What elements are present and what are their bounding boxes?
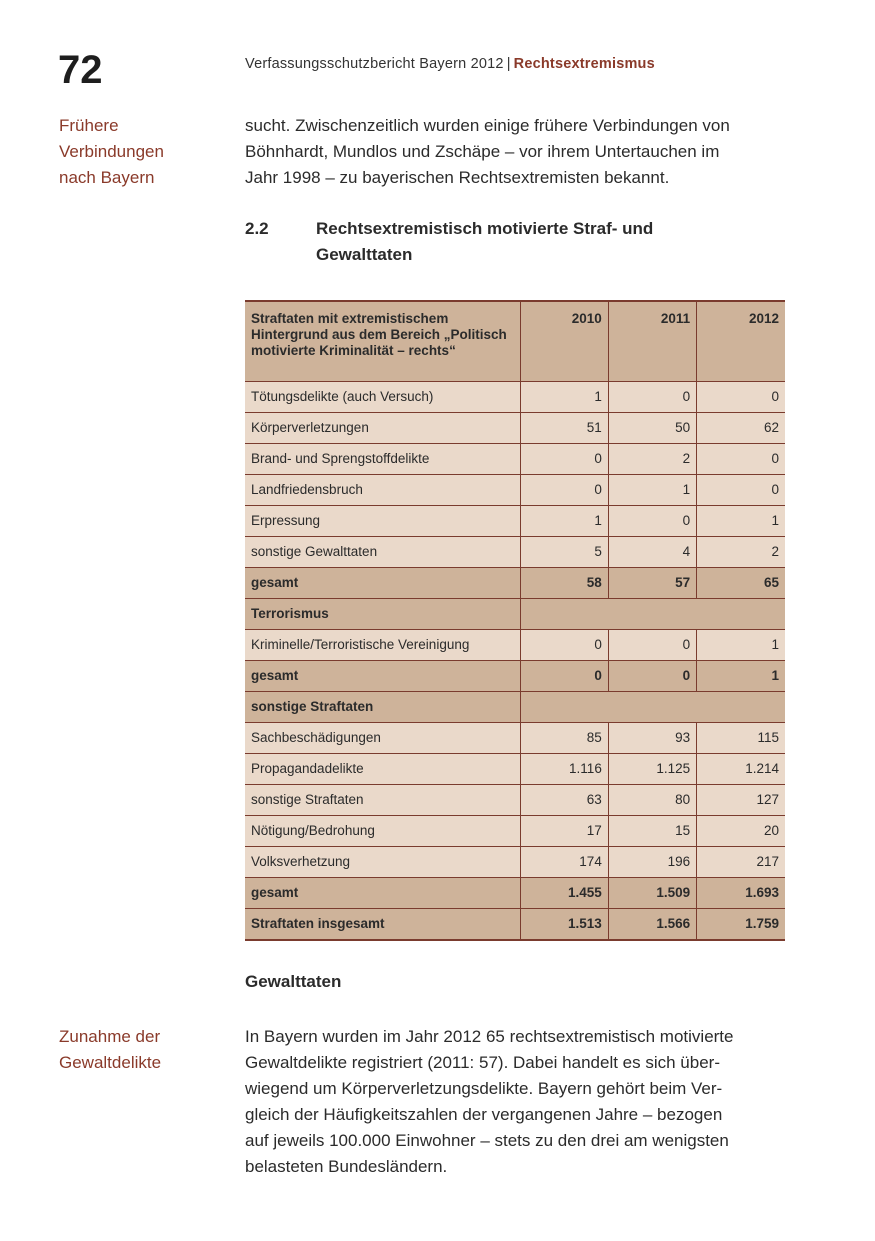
- row-label-cell: Sachbeschädigungen: [245, 722, 520, 753]
- row-label-cell: Straftaten insgesamt: [245, 908, 520, 940]
- table-row: [245, 722, 785, 753]
- intro-paragraph: [245, 113, 785, 191]
- value-cell: 50: [608, 412, 696, 443]
- value-cell: 0: [697, 474, 785, 505]
- section-empty-cell: [520, 598, 785, 629]
- row-label-cell: gesamt: [245, 567, 520, 598]
- value-cell: 17: [520, 815, 608, 846]
- running-head-separator: |: [506, 56, 511, 72]
- margin-note-line: nach Bayern: [59, 168, 155, 187]
- row-label-cell: sonstige Gewalttaten: [245, 536, 520, 567]
- row-label-cell: Landfriedensbruch: [245, 474, 520, 505]
- paragraph-line: auf jeweils 100.000 Einwohner – stets zu den drei am wenigsten: [245, 1131, 729, 1150]
- margin-note-line: Gewaltdelikte: [59, 1053, 162, 1072]
- value-cell: 1.566: [608, 908, 696, 940]
- value-cell: 4: [608, 536, 696, 567]
- value-cell: 1.759: [697, 908, 785, 940]
- running-title: Verfassungsschutzbericht Bayern 2012: [245, 56, 504, 72]
- margin-note-increase: [59, 1024, 229, 1076]
- value-cell: 5: [520, 536, 608, 567]
- table-row: [245, 536, 785, 567]
- table-row: [245, 815, 785, 846]
- row-label-cell: gesamt: [245, 660, 520, 691]
- paragraph-line: In Bayern wurden im Jahr 2012 65 rechtsextremistisch motivierte: [245, 1027, 734, 1046]
- value-cell: 85: [520, 722, 608, 753]
- margin-note-line: Zunahme der: [59, 1027, 161, 1046]
- table-row: [245, 846, 785, 877]
- crime-statistics-table: [245, 300, 785, 941]
- value-cell: 1.509: [608, 877, 696, 908]
- table-header-year: 2010: [520, 301, 608, 381]
- value-cell: 0: [608, 660, 696, 691]
- margin-note-earlier-connections: [59, 113, 229, 191]
- value-cell: 1: [697, 629, 785, 660]
- value-cell: 1: [608, 474, 696, 505]
- value-cell: 1: [520, 505, 608, 536]
- value-cell: 2: [608, 443, 696, 474]
- value-cell: 127: [697, 784, 785, 815]
- table-row: [245, 505, 785, 536]
- value-cell: 0: [697, 443, 785, 474]
- table-row: [245, 784, 785, 815]
- value-cell: 1.116: [520, 753, 608, 784]
- value-cell: 1.125: [608, 753, 696, 784]
- paragraph-line: sucht. Zwischenzeitlich wurden einige frühere Verbindungen von: [245, 116, 730, 135]
- table-row: [245, 443, 785, 474]
- running-head-chapter: Rechtsextremismus: [513, 56, 655, 72]
- value-cell: 115: [697, 722, 785, 753]
- row-label-cell: Kriminelle/Terroristische Vereinigung: [245, 629, 520, 660]
- value-cell: 0: [608, 505, 696, 536]
- table-total-row: [245, 660, 785, 691]
- paragraph-line: Gewaltdelikte registriert (2011: 57). Dabei handelt es sich über-: [245, 1053, 720, 1072]
- value-cell: 174: [520, 846, 608, 877]
- page-number: 72: [58, 48, 103, 92]
- value-cell: 20: [697, 815, 785, 846]
- value-cell: 0: [520, 474, 608, 505]
- table-row: [245, 412, 785, 443]
- value-cell: 15: [608, 815, 696, 846]
- value-cell: 1.693: [697, 877, 785, 908]
- value-cell: 62: [697, 412, 785, 443]
- table-section-row: [245, 691, 785, 722]
- paragraph-line: Böhnhardt, Mundlos und Zschäpe – vor ihrem Untertauchen im: [245, 142, 720, 161]
- table-header-year: 2011: [608, 301, 696, 381]
- value-cell: 1.214: [697, 753, 785, 784]
- value-cell: 58: [520, 567, 608, 598]
- paragraph-line: Jahr 1998 – zu bayerischen Rechtsextremisten bekannt.: [245, 168, 670, 187]
- section-title: Rechtsextremistisch motivierte Straf- und Gewalttaten: [316, 219, 654, 264]
- table-row: [245, 474, 785, 505]
- margin-note-line: Frühere: [59, 116, 119, 135]
- value-cell: 1: [697, 505, 785, 536]
- section-label-cell: sonstige Straftaten: [245, 691, 520, 722]
- section-label-cell: Terrorismus: [245, 598, 520, 629]
- value-cell: 0: [608, 629, 696, 660]
- table-header-label: Straftaten mit extremistischem Hintergrund aus dem Bereich „Politisch motivierte Kriminalität – rechts“: [245, 301, 520, 381]
- value-cell: 0: [520, 629, 608, 660]
- table-row: [245, 629, 785, 660]
- row-label-cell: sonstige Straftaten: [245, 784, 520, 815]
- value-cell: 196: [608, 846, 696, 877]
- section-empty-cell: [520, 691, 785, 722]
- table-header-row: [245, 301, 785, 381]
- table-total-row: [245, 877, 785, 908]
- value-cell: 93: [608, 722, 696, 753]
- value-cell: 80: [608, 784, 696, 815]
- subheading-violent-crimes: Gewalttaten: [245, 972, 342, 991]
- paragraph-line: belasteten Bundesländern.: [245, 1157, 448, 1176]
- value-cell: 63: [520, 784, 608, 815]
- value-cell: 217: [697, 846, 785, 877]
- margin-note-line: Verbindungen: [59, 142, 164, 161]
- table-header-year: 2012: [697, 301, 785, 381]
- running-head: [245, 56, 655, 72]
- value-cell: 0: [608, 381, 696, 412]
- paragraph-line: wiegend um Körperverletzungsdelikte. Bayern gehört beim Ver-: [245, 1079, 723, 1098]
- table-total-row: [245, 908, 785, 940]
- value-cell: 65: [697, 567, 785, 598]
- value-cell: 0: [697, 381, 785, 412]
- row-label-cell: Volksverhetzung: [245, 846, 520, 877]
- value-cell: 1: [520, 381, 608, 412]
- paragraph-line: gleich der Häufigkeitszahlen der vergangenen Jahre – bezogen: [245, 1105, 723, 1124]
- table-body: [245, 381, 785, 940]
- table-total-row: [245, 567, 785, 598]
- value-cell: 1: [697, 660, 785, 691]
- row-label-cell: gesamt: [245, 877, 520, 908]
- value-cell: 57: [608, 567, 696, 598]
- value-cell: 1.513: [520, 908, 608, 940]
- table-row: [245, 753, 785, 784]
- row-label-cell: Nötigung/Bedrohung: [245, 815, 520, 846]
- table-row: [245, 381, 785, 412]
- value-cell: 0: [520, 660, 608, 691]
- row-label-cell: Körperverletzungen: [245, 412, 520, 443]
- table-section-row: [245, 598, 785, 629]
- row-label-cell: Tötungsdelikte (auch Versuch): [245, 381, 520, 412]
- row-label-cell: Brand- und Sprengstoffdelikte: [245, 443, 520, 474]
- section-number: 2.2: [245, 219, 269, 238]
- value-cell: 1.455: [520, 877, 608, 908]
- row-label-cell: Erpressung: [245, 505, 520, 536]
- value-cell: 0: [520, 443, 608, 474]
- section-heading: [245, 216, 736, 268]
- closing-paragraph: [245, 1024, 785, 1180]
- value-cell: 2: [697, 536, 785, 567]
- value-cell: 51: [520, 412, 608, 443]
- row-label-cell: Propagandadelikte: [245, 753, 520, 784]
